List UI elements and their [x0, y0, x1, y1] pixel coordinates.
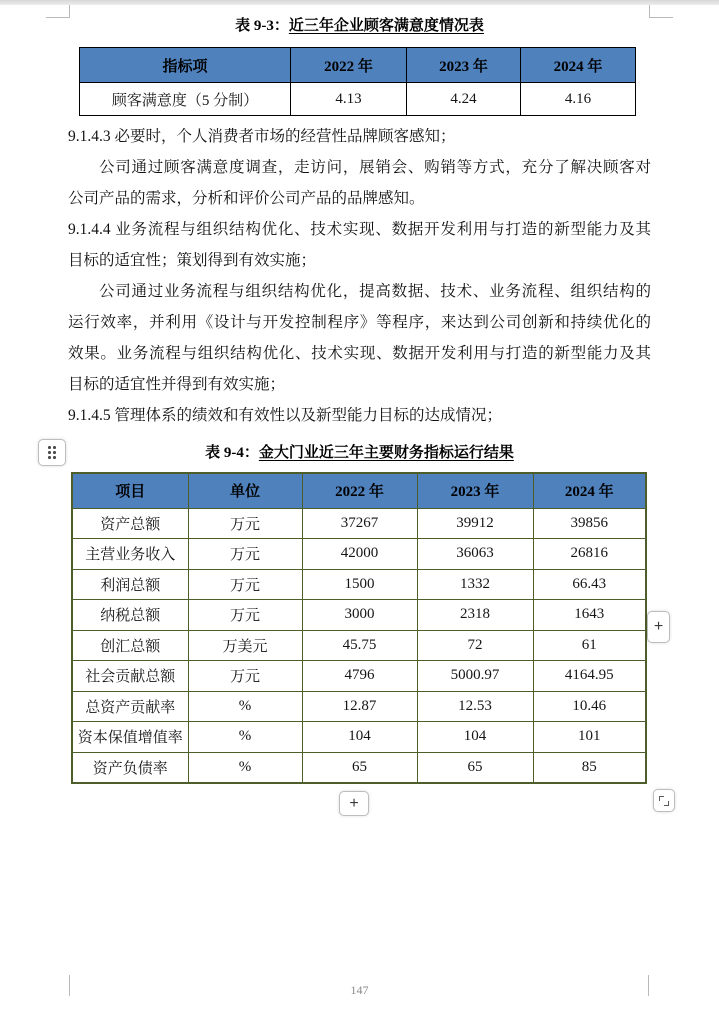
table-cell: 10.46 [533, 691, 646, 722]
table-cell: 65 [417, 752, 533, 783]
table-row [72, 569, 646, 600]
table-cell: 万元 [188, 508, 302, 539]
table-cell: 创汇总额 [72, 630, 188, 661]
customer-satisfaction-table [79, 47, 636, 116]
table-cell: 4.13 [291, 83, 407, 116]
table-cell: 36063 [417, 539, 533, 570]
table-header-cell: 2024 年 [521, 48, 636, 83]
table-row [72, 752, 646, 783]
table-cell: 85 [533, 752, 646, 783]
table-header-cell: 指标项 [80, 48, 291, 83]
table-cell: % [188, 722, 302, 753]
table-9-4-title [0, 441, 719, 462]
body-line: 目标的适宜性并得到有效实施； [68, 376, 286, 393]
table-row [72, 722, 646, 753]
table-cell: 2318 [417, 600, 533, 631]
table-cell: 万元 [188, 539, 302, 570]
table-cell: % [188, 752, 302, 783]
table-cell: 1332 [417, 569, 533, 600]
table-header-cell: 2022 年 [291, 48, 407, 83]
table-cell: 顾客满意度（5 分制） [80, 83, 291, 116]
table-cell: 利润总额 [72, 569, 188, 600]
table-cell: 45.75 [302, 630, 417, 661]
table-header-cell: 单位 [188, 473, 302, 508]
plus-icon: + [653, 618, 664, 635]
table-cell: 万元 [188, 569, 302, 600]
table-row [72, 600, 646, 631]
table-cell: 104 [302, 722, 417, 753]
table-cell: 社会贡献总额 [72, 661, 188, 692]
table-cell: 资本保值增值率 [72, 722, 188, 753]
table-cell: 主营业务收入 [72, 539, 188, 570]
body-line: 9.1.4.4 业务流程与组织结构优化、技术实现、数据开发利用与打造的新型能力及其 [68, 221, 651, 238]
financial-indicators-table [71, 472, 647, 784]
table-cell: 37267 [302, 508, 417, 539]
table-9-4-title-text: 金大门业近三年主要财务指标运行结果 [258, 445, 514, 461]
table-9-3-title [0, 14, 719, 35]
table-cell: 总资产贡献率 [72, 691, 188, 722]
table-cell: 101 [533, 722, 646, 753]
page-gap-strip [0, 0, 719, 5]
table-cell: 5000.97 [417, 661, 533, 692]
body-line: 9.1.4.3 必要时，个人消费者市场的经营性品牌顾客感知； [68, 128, 456, 145]
body-line: 公司产品的需求，分析和评价公司产品的品牌感知。 [68, 190, 425, 207]
table-cell: 65 [302, 752, 417, 783]
expand-corners-icon [659, 796, 669, 806]
table-row [72, 691, 646, 722]
table-header-cell: 2024 年 [533, 473, 646, 508]
table-cell: 万美元 [188, 630, 302, 661]
table-header-row [80, 48, 636, 83]
table-header-cell: 2023 年 [407, 48, 521, 83]
body-text-block [68, 121, 651, 431]
table-cell: 42000 [302, 539, 417, 570]
table-header-cell: 项目 [72, 473, 188, 508]
table-cell: 4.24 [407, 83, 521, 116]
table-cell: 纳税总额 [72, 600, 188, 631]
table-row [72, 661, 646, 692]
table-cell: 12.53 [417, 691, 533, 722]
table-9-4-title-prefix: 表 9-4： [205, 445, 259, 461]
plus-icon: + [349, 794, 359, 812]
table-cell: 资产总额 [72, 508, 188, 539]
table-9-3-title-prefix: 表 9-3： [235, 18, 289, 34]
table-cell: 4.16 [521, 83, 636, 116]
table-cell: 72 [417, 630, 533, 661]
table-header-cell: 2023 年 [417, 473, 533, 508]
table-header-cell: 2022 年 [302, 473, 417, 508]
table-cell: 1643 [533, 600, 646, 631]
table-cell: 61 [533, 630, 646, 661]
body-line: 效果。业务流程与组织结构优化、技术实现、数据开发利用与打造的新型能力及其 [68, 345, 651, 362]
body-line: 公司通过业务流程与组织结构优化，提高数据、技术、业务流程、组织结构的 [99, 283, 651, 300]
table-cell: 4796 [302, 661, 417, 692]
insert-row-button[interactable] [339, 791, 369, 816]
table-cell: 66.43 [533, 569, 646, 600]
table-cell: 104 [417, 722, 533, 753]
insert-column-button[interactable] [647, 611, 670, 643]
body-line: 公司通过顾客满意度调查，走访问，展销会、购销等方式，充分了解决顾客对 [99, 159, 651, 176]
table-cell: 26816 [533, 539, 646, 570]
body-line: 目标的适宜性；策划得到有效实施； [68, 252, 317, 269]
table-row [72, 508, 646, 539]
table-cell: 39856 [533, 508, 646, 539]
body-line: 9.1.4.5 管理体系的绩效和有效性以及新型能力目标的达成情况； [68, 407, 503, 424]
table-cell: 4164.95 [533, 661, 646, 692]
table-header-row [72, 473, 646, 508]
table-row [80, 83, 636, 116]
table-cell: 资产负债率 [72, 752, 188, 783]
table-cell: 万元 [188, 661, 302, 692]
table-cell: 39912 [417, 508, 533, 539]
table-cell: 3000 [302, 600, 417, 631]
table-cell: % [188, 691, 302, 722]
select-table-button[interactable] [653, 789, 675, 812]
table-cell: 1500 [302, 569, 417, 600]
table-row [72, 539, 646, 570]
page-number: 147 [350, 983, 369, 997]
table-row [72, 630, 646, 661]
table-9-3-title-text: 近三年企业顾客满意度情况表 [288, 18, 484, 34]
table-cell: 12.87 [302, 691, 417, 722]
body-line: 运行效率，并利用《设计与开发控制程序》等程序，来达到公司创新和持续优化的 [68, 314, 651, 331]
table-cell: 万元 [188, 600, 302, 631]
